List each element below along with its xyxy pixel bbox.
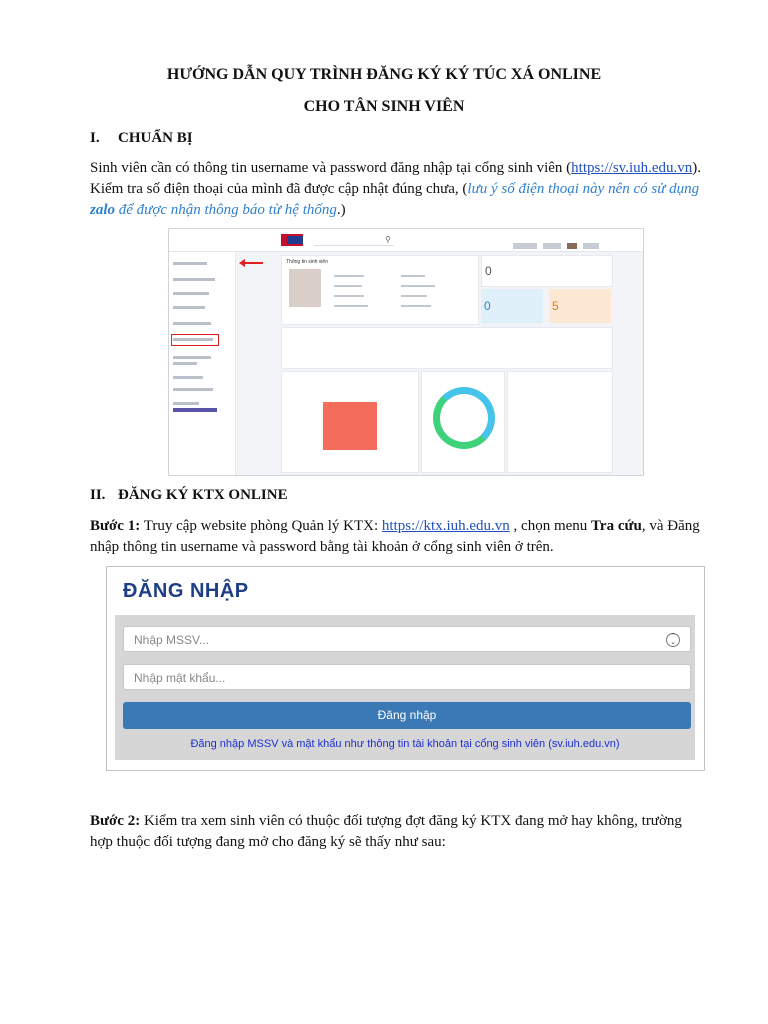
paragraph-text: , và Đăng nhập thông tin username và password bằng tài khoản ở cổng sinh viên ở trên. <box>90 518 700 555</box>
paragraph-text: Sinh viên cần có thông tin username và password đăng nhập tại cổng sinh viên ( <box>90 160 572 176</box>
step-label: Bước 1: <box>90 518 141 534</box>
pointer-arrow <box>243 262 263 264</box>
search-icon: ⚲ <box>385 235 391 244</box>
donut-chart <box>433 387 495 449</box>
stat-value: 0 <box>484 299 491 313</box>
note-text: để được nhận thông báo từ hệ thống <box>115 202 337 218</box>
password-placeholder: Nhập mật khẩu... <box>134 671 226 685</box>
paragraph-text: Kiểm tra xem sinh viên có thuộc đối tượng đợt đăng ký KTX đang mở hay không, trường hợp thuộc đối tượng đang mở cho đăng ký sẽ thấy như sau: <box>90 813 682 850</box>
highlight-box <box>171 334 219 346</box>
chevron-updown-icon: ⌃ ⌄ <box>666 633 680 647</box>
paragraph-text: .) <box>336 202 346 218</box>
section-label: ĐĂNG KÝ KTX ONLINE <box>118 487 288 503</box>
quick-links-row <box>281 327 613 369</box>
login-form-screenshot <box>106 566 705 771</box>
portal-topbar <box>169 229 643 252</box>
bar-chart-block <box>323 402 377 450</box>
stat-card-blue <box>481 289 543 323</box>
step1-paragraph <box>90 516 705 558</box>
student-portal-screenshot <box>168 228 644 476</box>
iuh-logo-mark <box>287 236 303 244</box>
login-panel <box>115 615 695 760</box>
portal-topbar-right <box>513 236 633 244</box>
section-label: CHUẨN BỊ <box>118 130 193 146</box>
portal-search <box>314 235 394 246</box>
note-text: lưu ý số điện thoại này nên có sử dụng <box>467 181 700 197</box>
student-portal-link[interactable]: https://sv.iuh.edu.vn <box>571 160 693 176</box>
note-bold: zalo <box>90 202 116 218</box>
paragraph-text: Truy cập website phòng Quản lý KTX: <box>140 518 382 534</box>
step-label: Bước 2: <box>90 813 141 829</box>
stat-value: 5 <box>552 299 559 313</box>
portal-sidebar <box>169 252 236 475</box>
stat-card <box>481 255 613 287</box>
document-title-line1: HƯỚNG DẪN QUY TRÌNH ĐĂNG KÝ KÝ TÚC XÁ ONLINE <box>166 66 602 83</box>
document-title-line2: CHO TÂN SINH VIÊN <box>303 98 465 115</box>
section-heading-register <box>90 487 288 504</box>
stat-value: 0 <box>485 264 492 278</box>
menu-name: Tra cứu <box>591 518 642 534</box>
mssv-placeholder: Nhập MSSV... <box>134 633 209 647</box>
chart-card-list <box>507 371 613 473</box>
prepare-paragraph <box>90 158 705 221</box>
card-title: Thông tin sinh viên <box>286 259 328 265</box>
mssv-input[interactable] <box>123 626 691 652</box>
login-button[interactable]: Đăng nhập <box>123 702 691 729</box>
section-number: I. <box>90 130 100 146</box>
login-note: Đăng nhập MSSV và mật khẩu như thông tin tài khoản tại cổng sinh viên (sv.iuh.edu.vn) <box>190 738 620 750</box>
stat-card-orange <box>549 289 611 323</box>
step2-paragraph <box>90 811 705 853</box>
paragraph-text: ). Kiểm tra số điện thoại của mình đã được cập nhật đúng chưa, ( <box>90 160 702 197</box>
password-input[interactable] <box>123 664 691 690</box>
section-number: II. <box>90 487 106 503</box>
ktx-website-link[interactable]: https://ktx.iuh.edu.vn <box>381 518 510 534</box>
section-heading-prepare <box>90 130 193 147</box>
paragraph-text: , chọn menu <box>509 518 592 534</box>
login-title: ĐĂNG NHẬP <box>123 580 249 602</box>
student-photo <box>289 269 321 307</box>
